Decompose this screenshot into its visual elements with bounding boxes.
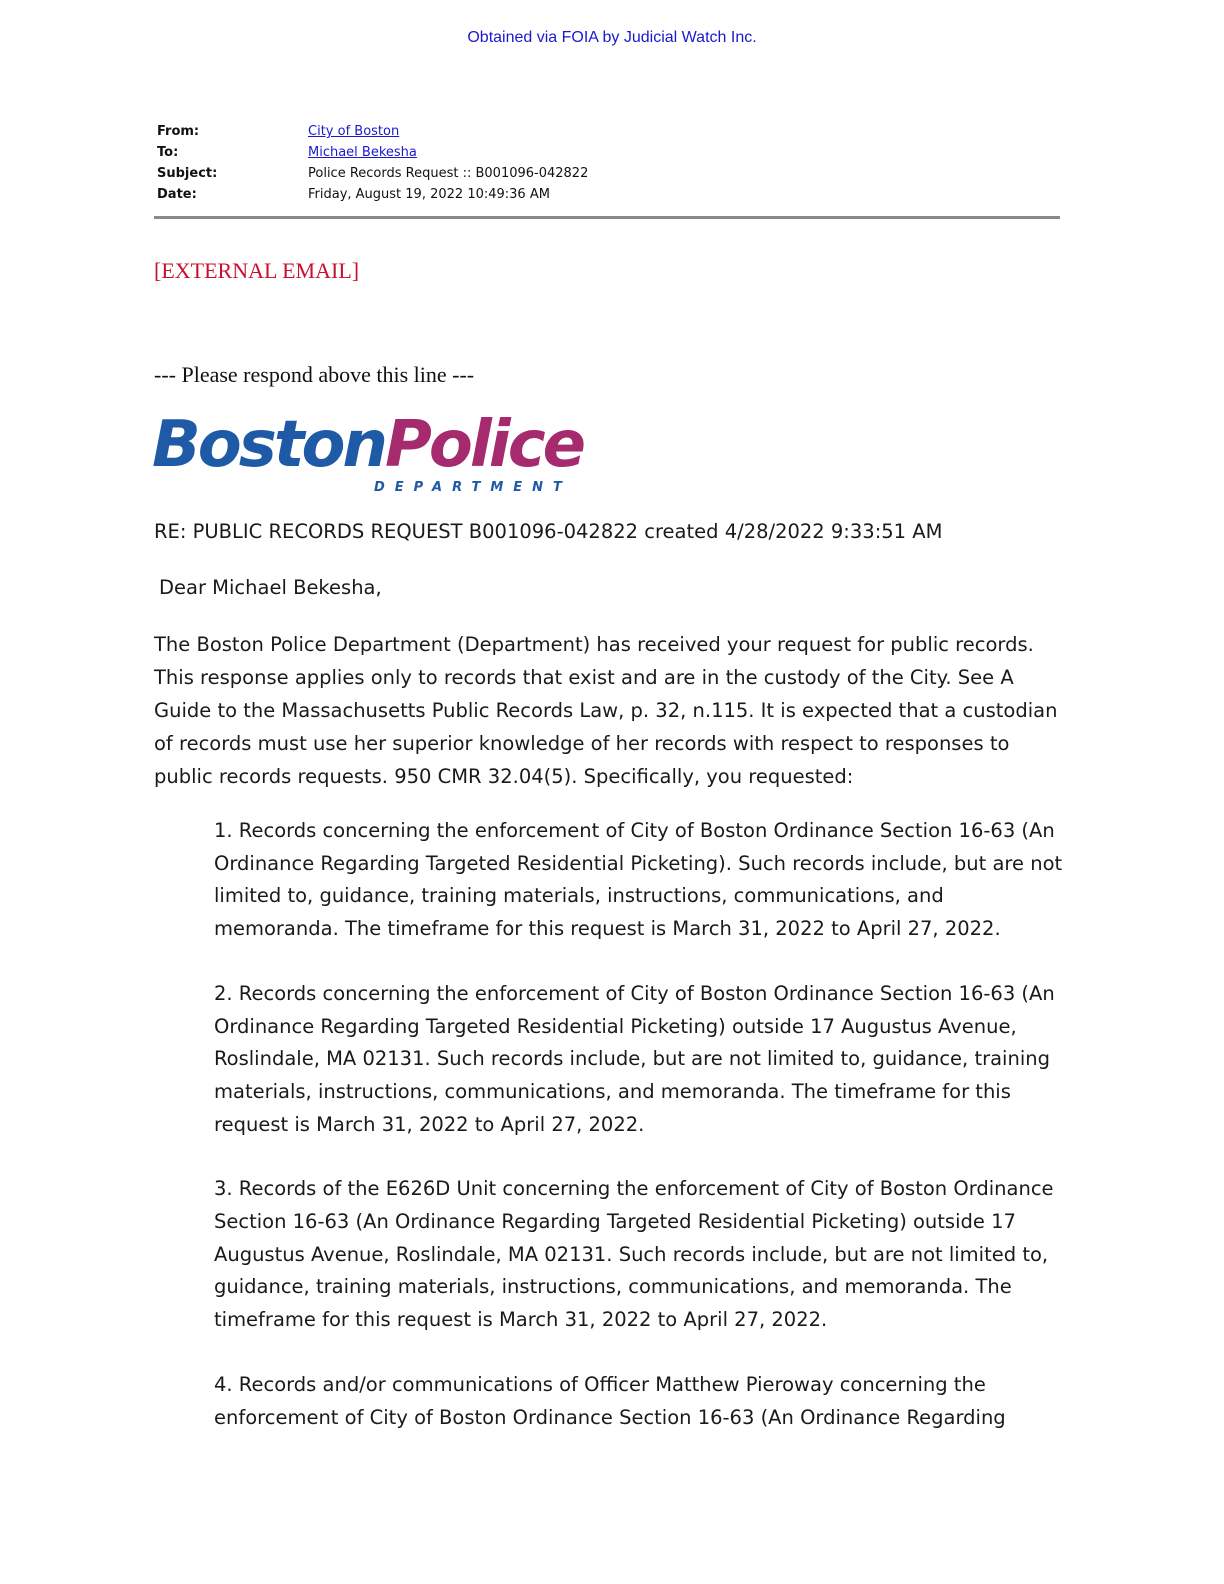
date-row (157, 184, 1060, 205)
logo-boston-word: Boston (152, 408, 385, 482)
date-label: Date: (157, 187, 197, 202)
re-line: RE: PUBLIC RECORDS REQUEST B001096-042822 created 4/28/2022 9:33:51 AM (154, 520, 943, 543)
subject-value: Police Records Request :: B001096-042822 (308, 166, 589, 181)
to-link[interactable]: Michael Bekesha (308, 145, 417, 160)
external-email-tag: [EXTERNAL EMAIL] (154, 258, 360, 283)
request-item: 2. Records concerning the enforcement of City of Boston Ordinance Section 16-63 (An Ordinance Regarding Targeted Residential Picketing) outside 17 Augustus Avenue, Roslindale, MA 02131. Such records include, but are not limited to, guidance, training materials, instructions, communications, and memoranda. The timeframe for this request is March 31, 2022 to April 27, 2022. (214, 981, 1055, 1136)
logo-wordmark (152, 410, 582, 480)
date-value: Friday, August 19, 2022 10:49:36 AM (308, 187, 550, 202)
intro-paragraph: The Boston Police Department (Department) has received your request for public records. This response applies only to records that exist and are in the custody of the City. See A Guide to the Massachusetts Public Records Law, p. 32, n.115. It is expected that a custodian of records must use her superior knowledge of her records with respect to responses to public records requests. 950 CMR 32.04(5). Specifically, you requested: (154, 633, 1058, 788)
from-link[interactable]: City of Boston (308, 124, 400, 139)
request-item: 3. Records of the E626D Unit concerning the enforcement of City of Boston Ordinance Section 16-63 (An Ordinance Regarding Targeted Residential Picketing) outside 17 Augustus Avenue, Roslindale, MA 02131. Such records include, but are not limited to, guidance, training materials, instructions, communications, and memoranda. The timeframe for this request is March 31, 2022 to April 27, 2022. (214, 1177, 1054, 1332)
request-item: 4. Records and/or communications of Officer Matthew Pieroway concerning the enforcement of City of Boston Ordinance Section 16-63 (An Ordinance Regarding (214, 1372, 1006, 1429)
request-item: 1. Records concerning the enforcement of City of Boston Ordinance Section 16-63 (An Ordinance Regarding Targeted Residential Picketing). Such records include, but are not limited to, guidance, training materials, instructions, communications, and memoranda. The timeframe for this request is March 31, 2022 to April 27, 2022. (214, 819, 1063, 941)
request-items-list (214, 815, 1064, 1466)
from-label: From: (157, 124, 200, 139)
logo-department-word: DEPARTMENT (374, 480, 572, 495)
subject-label: Subject: (157, 166, 218, 181)
boston-police-logo (152, 410, 582, 500)
respond-above-line: --- Please respond above this line --- (154, 362, 475, 387)
foia-banner: Obtained via FOIA by Judicial Watch Inc. (467, 29, 757, 46)
header-divider (154, 216, 1060, 219)
from-row (157, 121, 1060, 142)
to-row (157, 142, 1060, 163)
to-label: To: (157, 145, 179, 160)
greeting: Dear Michael Bekesha, (159, 576, 382, 599)
logo-police-word: Police (384, 408, 584, 482)
subject-row (157, 163, 1060, 184)
email-header (157, 121, 1060, 205)
